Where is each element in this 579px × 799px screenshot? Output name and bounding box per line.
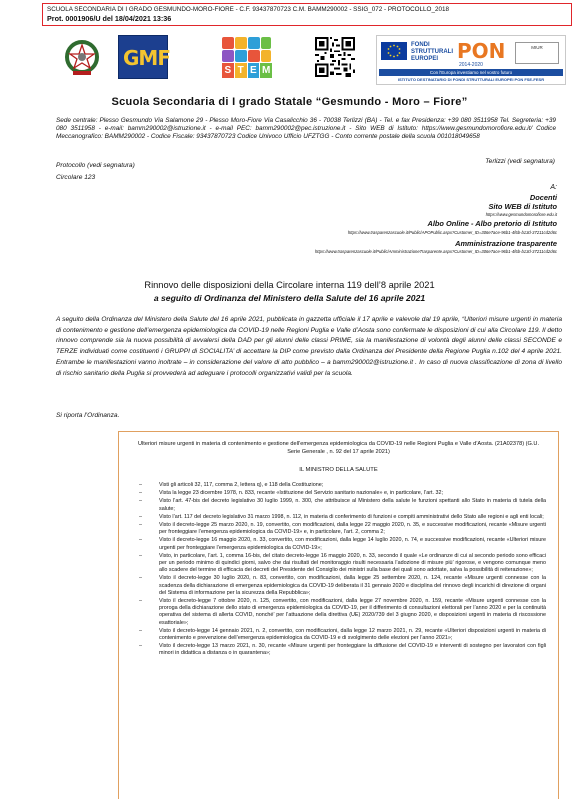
list-item: – Visto il decreto-legge 16 maggio 2020, n. 33, convertito, con modificazioni, dalla legge 14 luglio 2020, n. 74, e successive modificazioni, recante «Ulteriori misure urgenti per fronteggiare l’emergenza epidemiologica da COVID-19»; [139,537,546,551]
italian-republic-emblem [65,37,99,77]
list-item: – Visto il decreto-legge 7 ottobre 2020, n. 125, convertito, con modificazioni, dalla legge 27 novembre 2020, n. 159, recante «Misure urgenti connesse con la proroga della dichiarazione dello stato di emergenza epidemiologica da COVID-19, per il differimento di consultazioni elettorali per l’anno 2020 e per la continuità operativa del sistema di allerta COVID, nonché’ per l’attuazione della direttiva (UE) 2020/739 del 3 giugno 2020, e disposizioni urgenti in materia di riscossione esattoriale»; [139,598,546,626]
list-item: – Visto il decreto-legge 13 marzo 2021, n. 30, recante «Misure urgenti per fronteggiare la diffusione del COVID-19 e interventi di sostegno per lavoratori con figli minori in didattica a distanza o in quarantena»; [139,643,546,657]
ordinance-premises-list [131,482,546,658]
list-item: – Vista la legge 23 dicembre 1978, n. 833, recante «Istituzione del Servizio sanitario nazionale» e, in particolare, l’art. 32; [139,490,443,497]
stem-word [222,63,272,78]
stem-tile-icon [261,50,271,62]
ordinance-heading: IL MINISTRO DELLA SALUTE [299,467,378,473]
recipient-sito-web: Sito WEB di Istituto [488,202,557,211]
protocol-stamp-line2: Prot. 0001906/U del 18/04/2021 13:36 [47,14,172,23]
subject-subline: a seguito di Ordinanza del Ministero della Salute del 16 aprile 2021 [153,293,426,303]
pon-banner [376,35,566,85]
ordinance-text-box [118,431,559,799]
recipient-amm-url[interactable]: https://www.trasparenzascuole.it/Public/AmministrazioneTrasparente.aspx?Customer_ID=306e7ace-96b1-4f6b-b13d-37211cd2d6c [314,249,557,254]
recipient-albo-url[interactable]: https://www.trasparenzascuole.it/Public/APOPublic.aspx?Customer_ID=306e7ace-96b1-4f6b-b13d-37211cd2d6c [347,230,557,235]
stem-tile-icon [248,37,260,49]
stem-letter-m: M [261,65,271,76]
gmf-logo-text: GMF [123,46,170,70]
protocol-stamp [42,3,572,26]
circular-number: Circolare 123 [56,174,96,181]
recipients-label: A: [550,184,557,191]
protocol-stamp-line1: SCUOLA SECONDARIA DI I GRADO GESMUNDO-MORO-FIORE - C.F. 93437870723 C.M. BAMM290002 - SSIG_072 - PROTOCOLLO_2018 [47,6,449,13]
stem-tile-icon [235,37,247,49]
recipient-albo-online: Albo Online - Albo pretorio di Istituto [427,219,557,228]
stem-tile-icon [235,50,247,62]
pon-years: 2014-2020 [459,62,483,68]
ordinance-title: Ulteriori misure urgenti in materia di contenimento e gestione dell’emergenza epidemiologica da COVID-19 nelle Regioni Puglia e Valle d’Aosta. (21A02378) (G.U. Serie Generale , n. 92 del 17 aprile 2021) [138,441,539,455]
place-date: Terlizzi (vedi segnatura) [485,158,555,165]
recipient-docenti: Docenti [529,193,557,202]
eu-stars-icon [381,42,407,60]
subject-line: Rinnovo delle disposizioni della Circolare interna 119 dell’8 aprile 2021 [144,280,435,290]
logo-row [60,35,560,85]
list-item: – Visto, in particolare, l’art. 1, comma 16-bis, del citato decreto-legge 16 maggio 2020, n. 33, secondo il quale «Le ordinanze di cui al secondo periodo sono efficaci per un periodo minimo di quindici giorni, salvo che dai risultati del monitoraggio risulti necessaria l’adozione di misure più’ rigorose, e vengono comunque meno allo scadere del termine di efficacia dei decreti del Presidente del Consiglio dei ministri sulla base dei quali sono adottate, salva la possibilità di reiterazione»; [139,552,546,574]
list-item: – Visto l’art. 47-bis del decreto legislativo 30 luglio 1999, n. 300, che attribuisce al Ministero della salute le funzioni spettanti allo Stato in materia di tutela della salute; [139,498,546,512]
school-address-block: Sede centrale: Plesso Gesmundo Via Salamone 29 - Plesso Moro-Fiore Via Casalicchio 36 - 70038 Terlizzi (BA) - Tel. e fax Presidenza: +39 080 3511958 Tel. Segreteria: +39 080 3511958 - e-mail: bamm290002@istruzione.it - e-mail PEC: bamm290002@pec.istruzione.it - Sito WEB di Istituto: https://www.gesmundomorofiore.edu.it/ Codice Meccanografico: BAMM290002 - Codice Fiscale: 93437870723 Codice Univoco Ufficio UFZTGG - Conto corrente postale della scuola 001018049658 [56,117,556,141]
stem-tile-icon [261,37,271,49]
recipient-sito-url[interactable]: https://www.gesmundomorofiore.edu.it [485,212,557,217]
miur-logo: MIUR [515,42,559,64]
pon-footer: ISTITUTO DESTINATARIO DI FONDI STRUTTURALI EUROPEI PON FSE-FESR [397,77,545,82]
recipient-amministrazione-trasparente: Amministrazione trasparente [455,239,557,248]
qr-code-icon [315,37,355,77]
stem-logo [220,35,272,79]
stem-tile-icon [222,50,234,62]
stem-tile-icon [248,50,260,62]
school-title: Scuola Secondaria di I grado Statale “Gesmundo - Moro – Fiore” [111,96,468,108]
ordinance-intro: Si riporta l’Ordinanza. [56,412,120,419]
list-item: – Visto l’art. 117 del decreto legislativo 31 marzo 1998, n. 112, in materia di conferimento di funzioni e compiti amministrativi dello Stato alle regioni e agli enti locali; [139,513,544,520]
list-item: – Visti gli articoli 32, 117, comma 2, lettera q), e 118 della Costituzione; [139,482,324,488]
eu-flag-icon [381,42,407,60]
pon-tagline: Con l'Europa investiamo nel vostro futuro [379,69,563,76]
list-item: – Visto il decreto-legge 14 gennaio 2021, n. 2, convertito, con modificazioni, dalla legge 12 marzo 2021, n. 29, recante «Ulteriori disposizioni urgenti in materia di contenimento e prevenzione dell’emergenza epidemiologica da COVID-19 e di svolgimento delle elezioni per l’anno 2021»; [139,627,546,642]
list-item: – Visto il decreto-legge 25 marzo 2020, n. 19, convertito, con modificazioni, dalla legge 22 maggio 2020, n. 35, e successive modificazioni, recante «Misure urgenti per fronteggiare l’emergenza epidemiologica da COVID-19» e, in particolare, l’art. 2, comma 2; [139,522,546,536]
body-paragraph: A seguito della Ordinanza del Ministero della Salute del 16 aprile 2021, pubblicata in gazzetta ufficiale il 17 aprile e valevole dal 19 aprile, “Ulteriori misure urgenti in materia di contenimento e gestione dell’emergenza epidemiologica da COVID-19 nelle Regioni Puglia e Valle d’Aosta sono confermate le disposizioni di cui alla Circolare 119. Il detto rinnovo comprende sia la nuova possibilità di avvalersi della DAD per gli alunni delle classi PRIME, sia la manifestazione di volontà degli alunni delle classi SECONDE e TERZE individuati come costituenti i GRUPPI di SOCIALITA’ di accettare la DIP come previsto dalla Ordinanza del Presidente della Regione Puglia n.102 del 4 aprile 2021. Entrambe le manifestazioni vanno inoltrate – in considerazione del valore di atto pubblico – a bamm290002@istruzione.it . In caso di nuova classificazione di zona di livello di rischio sanitario della Puglia si provvederà ad adeguare i protocolli organizzativi validi per la scuola. [56,316,562,377]
pon-word: PON [457,39,506,63]
stem-letter-s: S [222,63,234,78]
stem-letter-t: T [235,63,247,78]
pon-fondi-text: FONDI STRUTTURALI EUROPEI [411,42,453,62]
stem-letter-e: E [248,63,260,78]
protocol-reference: Protocollo (vedi segnatura) [56,162,135,169]
list-item: – Visto il decreto-legge 30 luglio 2020, n. 83, convertito, con modificazioni, dalla legge 25 settembre 2020, n. 124, recante «Misure urgenti connesse con la scadenza della dichiarazione di emergenza epidemiologica da COVID-19 deliberata il 31 gennaio 2020 e disciplina del rinnovo degli incarichi di direzione di organi del Sistema di informazione per la sicurezza della Repubblica»; [139,575,546,596]
school-gmf-logo [118,35,168,79]
stem-tile-icon [222,37,234,49]
